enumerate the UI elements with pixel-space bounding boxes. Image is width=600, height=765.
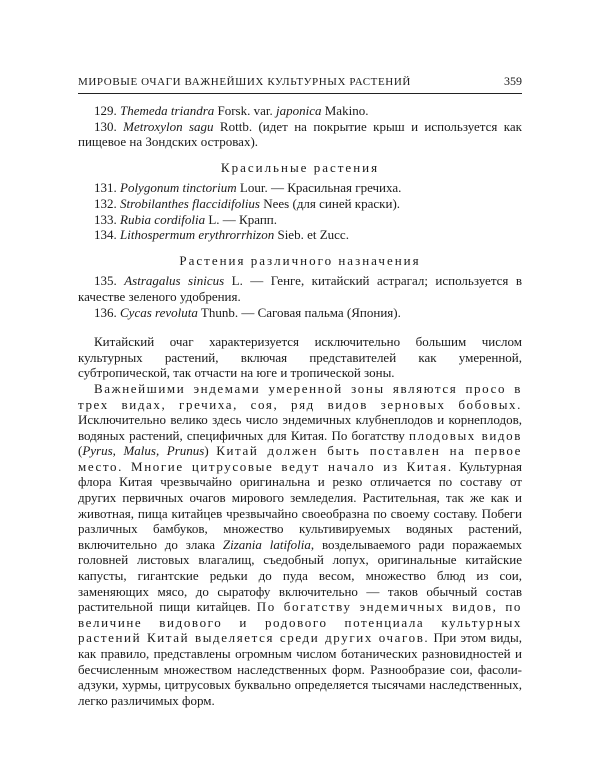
- species-name: Cycas revoluta: [120, 304, 198, 320]
- entry-number: 135.: [94, 273, 117, 289]
- top-entries: [78, 103, 522, 150]
- paragraph-text: При этом виды, как правило, представлены огромным числом ботанических разновидностей и бесчисленным множеством наследственных форм. Разнообразие сои, фасоли-адзуки, хурмы, цитрусовых буквально определяется тысячами наследственных, легко различимых форм.: [78, 630, 523, 708]
- paragraph-text: , возделываемого ради поражаемых головней листовых влагалищ, съедобный лопух, оригинальные китайские капусты, гигантские редьки до пуда весом, множество блюд из сои, заменяющих мясо, до сыратофу включительно — таков обычный состав растительной пищи китайцев.: [78, 536, 523, 615]
- species-name: Lithospermum erythrorrhizon: [120, 227, 275, 243]
- spaced-text: По богатству эндемичных видов, по величине видового и родового потенциала культурных растений Китай выделяется среди других очагов.: [78, 599, 522, 646]
- misc-entries: [78, 273, 522, 320]
- entry-text: L. — Крапп.: [205, 211, 277, 227]
- species-name: Themeda triandra: [120, 103, 215, 118]
- entry-text: L. — Генге, китайский астрагал; используется в качестве зеленого удобрения.: [78, 273, 523, 304]
- section-title-dye-plants: Красильные растения: [220, 159, 380, 175]
- entry-text: Thunb. — Саговая пальма (Япония).: [197, 304, 401, 320]
- list-entry: [78, 305, 522, 321]
- list-entry: [78, 196, 522, 212]
- page-header: [78, 74, 522, 89]
- list-entry: [78, 103, 522, 119]
- entry-number: 132.: [94, 195, 117, 211]
- list-entry: [78, 212, 522, 228]
- entry-number: 133.: [94, 211, 117, 227]
- dye-entries: [78, 180, 522, 242]
- entry-text: Makino.: [321, 103, 369, 118]
- entry-text: Sieb. et Zucc.: [274, 227, 349, 243]
- list-entry: [78, 119, 522, 150]
- entry-number: 131.: [94, 180, 117, 196]
- paragraph: Китайский очаг характеризуется исключительно большим числом культурных растений, включая представителей как умеренной, субтропической, так отчасти на юге и тропической зоны.: [78, 334, 522, 381]
- species-name: Rubia cordifolia: [120, 211, 206, 227]
- entry-text: Forsk. var.: [214, 103, 276, 118]
- list-entry: [78, 227, 522, 243]
- entry-number: 134.: [94, 227, 117, 243]
- page-number: 359: [504, 74, 522, 88]
- species-name: Strobilanthes flaccidifolius: [120, 195, 260, 211]
- running-title: МИРОВЫЕ ОЧАГИ ВАЖНЕЙШИХ КУЛЬТУРНЫХ РАСТЕНИЙ: [78, 76, 411, 88]
- entry-number: 129.: [94, 103, 117, 118]
- spaced-text: плодовых видов: [409, 427, 522, 443]
- list-entry: [78, 273, 522, 304]
- spaced-text: Важнейшими эндемами умеренной зоны являются просо в трех видах, гречиха, соя, ряд видов зерновых бобовых.: [78, 380, 522, 412]
- entry-number: 136.: [94, 304, 117, 320]
- paragraph-text: (: [78, 443, 83, 459]
- entry-text: Lour. — Красильная гречиха.: [236, 180, 402, 196]
- species-name: Metroxylon sagu: [123, 118, 214, 134]
- paragraph-text: Культурная флора Китая чрезвычайно оригинальна и резко отличается по составу от других первичных очагов мирового земледелия. Растительная, так же как и животная, пища китайцев чрезвычайно своеобразна по своему составу. Побеги различных бамбуков, множество культивируемых водяных растений, включительно до злака: [78, 458, 522, 552]
- entry-text: Rottb. (идет на покрытие крыш и используется как пищевое на Зондских островах).: [78, 118, 522, 150]
- page-content: [78, 103, 522, 708]
- paragraph: [78, 381, 522, 708]
- spaced-text: Китай должен быть поставлен на первое место. Многие цитрусовые ведут начало из Китая.: [78, 443, 522, 474]
- paragraph-text: Исключительно велико здесь число эндемичных клубнеплодов и корнеплодов, водяных растений, специфичных для Китая. По богатству: [78, 412, 522, 443]
- header-rule: [78, 93, 522, 94]
- species-name: Zizania latifolia: [222, 536, 311, 552]
- body-text: [78, 334, 522, 708]
- variety-name: japonica: [276, 103, 322, 118]
- entry-number: 130.: [94, 118, 117, 134]
- list-entry: [78, 180, 522, 196]
- paragraph-text: ): [204, 443, 217, 459]
- genus-names: Pyrus, Malus, Prunus: [82, 443, 205, 459]
- entry-text: Nees (для синей краски).: [260, 195, 401, 211]
- species-name: Astragalus sinicus: [124, 273, 225, 289]
- species-name: Polygonum tinctorium: [120, 180, 237, 196]
- section-title-misc-plants: Растения различного назначения: [179, 252, 421, 268]
